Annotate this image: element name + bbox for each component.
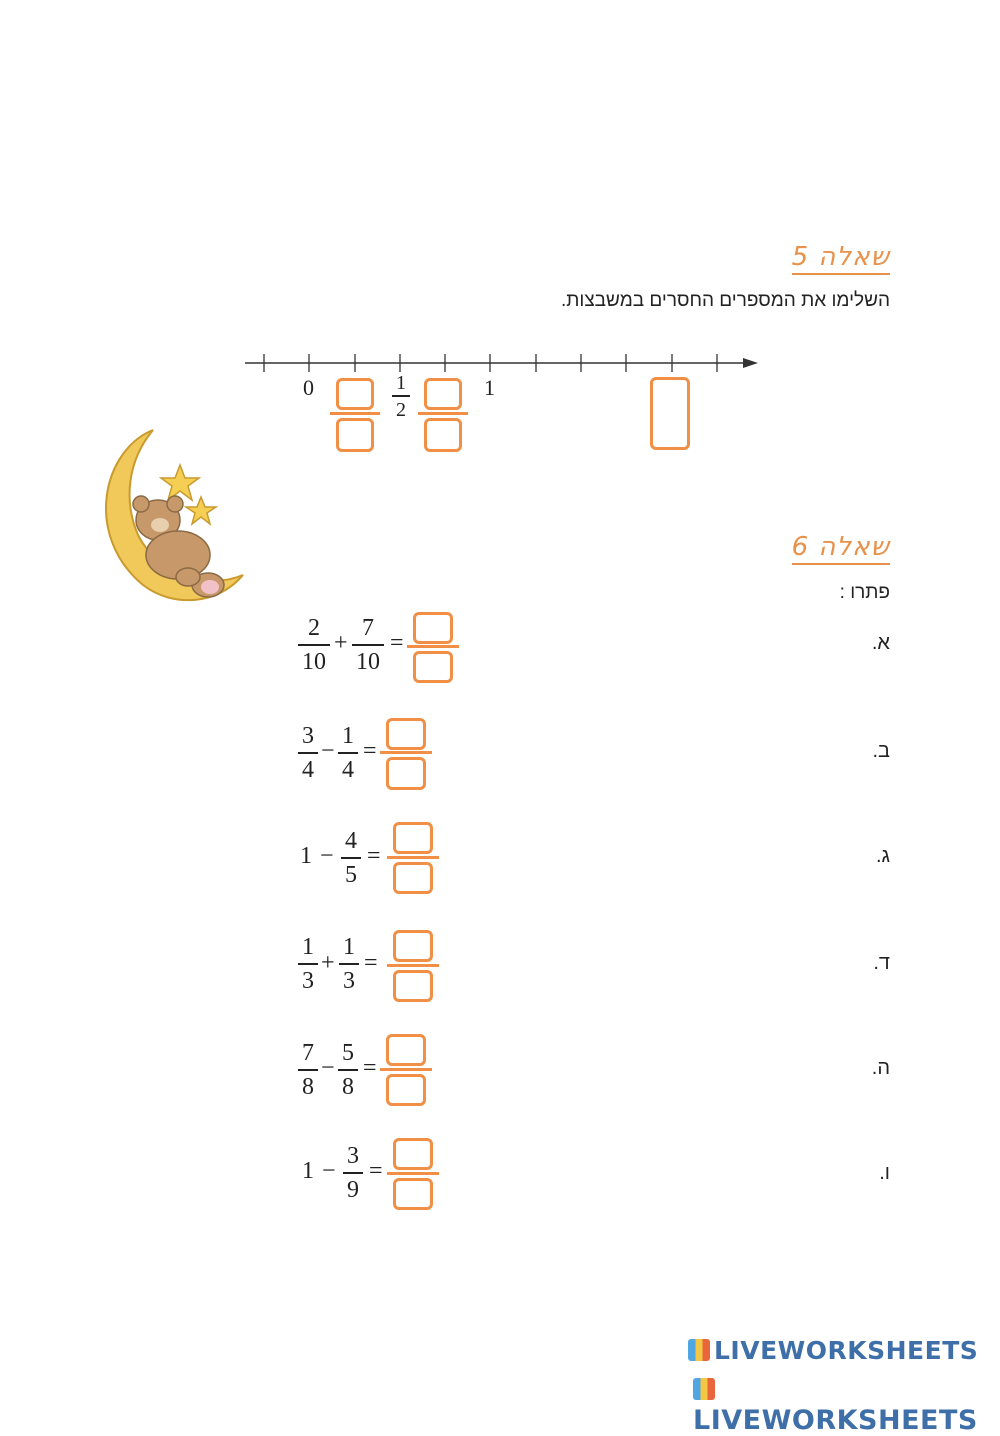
numberline-answer-2-bar xyxy=(418,412,468,415)
question-5-heading: שאלה 5 xyxy=(792,242,890,275)
numerator: 7 xyxy=(362,615,374,641)
fraction xyxy=(298,1038,318,1102)
brand-text: LIVEWORKSHEETS xyxy=(693,1405,978,1436)
numberline-answer-1-bar xyxy=(330,412,380,415)
numerator: 2 xyxy=(308,615,320,641)
equals-sign: = xyxy=(390,630,404,656)
liveworksheets-logo xyxy=(693,1374,1000,1436)
numerator: 1 xyxy=(342,723,354,749)
answer-fraction-bar xyxy=(387,964,439,967)
operator: − xyxy=(321,1055,335,1081)
numerator: 3 xyxy=(302,723,314,749)
denominator: 4 xyxy=(302,756,314,783)
answer-numerator-box[interactable] xyxy=(393,822,433,854)
equals-sign: = xyxy=(364,950,378,976)
numerator: 7 xyxy=(302,1040,314,1066)
numberline-answer-1-numerator[interactable] xyxy=(336,378,374,410)
half-numerator: 1 xyxy=(396,372,406,394)
fraction xyxy=(343,1141,363,1205)
fraction xyxy=(338,1038,358,1102)
answer-fraction-bar xyxy=(387,856,439,859)
exercise-label: ד. xyxy=(873,952,890,974)
answer-denominator-box[interactable] xyxy=(413,651,453,683)
answer-denominator-box[interactable] xyxy=(393,862,433,894)
exercise-label: ב. xyxy=(872,740,890,762)
answer-numerator-box[interactable] xyxy=(393,1138,433,1170)
exercise-label: א. xyxy=(871,632,890,654)
answer-numerator-box[interactable] xyxy=(386,718,426,750)
answer-numerator-box[interactable] xyxy=(393,930,433,962)
denominator: 5 xyxy=(345,861,357,888)
equals-sign: = xyxy=(369,1158,383,1184)
numberline-label-zero: 0 xyxy=(303,375,314,400)
liveworksheets-logo-icon xyxy=(688,1339,710,1361)
teddy-bear-on-moon-image xyxy=(88,425,253,610)
fraction xyxy=(339,932,359,996)
denominator: 8 xyxy=(342,1073,354,1100)
brand-text: LIVEWORKSHEETS xyxy=(714,1336,979,1365)
denominator: 10 xyxy=(356,648,380,675)
equals-sign: = xyxy=(367,843,381,869)
whole-number: 1 xyxy=(302,1158,314,1184)
exercise-label: ג. xyxy=(875,845,890,867)
fraction xyxy=(298,721,318,785)
liveworksheets-logo xyxy=(688,1336,978,1365)
numberline-label-one: 1 xyxy=(484,375,495,400)
denominator: 9 xyxy=(347,1176,359,1203)
numerator: 5 xyxy=(342,1040,354,1066)
fraction xyxy=(341,826,361,890)
fraction xyxy=(338,721,358,785)
denominator: 3 xyxy=(343,967,355,994)
numerator: 4 xyxy=(345,828,357,854)
numberline-answer-3-box[interactable] xyxy=(650,377,690,450)
denominator: 3 xyxy=(302,967,314,994)
numberline-answer-2-numerator[interactable] xyxy=(424,378,462,410)
numberline-answer-2-denominator[interactable] xyxy=(424,418,462,452)
answer-denominator-box[interactable] xyxy=(393,1178,433,1210)
numerator: 1 xyxy=(343,934,355,960)
fraction xyxy=(298,932,318,996)
operator: + xyxy=(321,950,335,976)
exercise-label: ה. xyxy=(871,1057,890,1079)
fraction xyxy=(298,613,330,677)
answer-fraction-bar xyxy=(407,645,459,648)
question-6-heading: שאלה 6 xyxy=(792,532,890,565)
operator: − xyxy=(321,738,335,764)
denominator: 8 xyxy=(302,1073,314,1100)
operator: − xyxy=(320,843,334,869)
question-5-instruction: השלימו את המספרים החסרים במשבצות. xyxy=(560,290,890,311)
denominator: 10 xyxy=(302,648,326,675)
exercise-label: ו. xyxy=(879,1162,890,1184)
operator: + xyxy=(334,630,348,656)
numberline-label-half xyxy=(392,372,410,422)
number-line xyxy=(240,350,770,380)
question-6-instruction: פתרו : xyxy=(839,582,890,603)
equals-sign: = xyxy=(363,738,377,764)
answer-denominator-box[interactable] xyxy=(386,1074,426,1106)
numerator: 1 xyxy=(302,934,314,960)
numerator: 3 xyxy=(347,1143,359,1169)
answer-denominator-box[interactable] xyxy=(386,757,426,790)
answer-numerator-box[interactable] xyxy=(386,1034,426,1066)
answer-fraction-bar xyxy=(380,1068,432,1071)
numberline-answer-1-denominator[interactable] xyxy=(336,418,374,452)
whole-number: 1 xyxy=(300,843,312,869)
answer-fraction-bar xyxy=(387,1172,439,1175)
answer-denominator-box[interactable] xyxy=(393,970,433,1002)
fraction xyxy=(352,613,384,677)
answer-fraction-bar xyxy=(380,751,432,754)
answer-numerator-box[interactable] xyxy=(413,612,453,644)
denominator: 4 xyxy=(342,756,354,783)
equals-sign: = xyxy=(363,1055,377,1081)
half-denominator: 2 xyxy=(396,398,406,421)
liveworksheets-logo-icon xyxy=(693,1378,715,1400)
operator: − xyxy=(322,1158,336,1184)
